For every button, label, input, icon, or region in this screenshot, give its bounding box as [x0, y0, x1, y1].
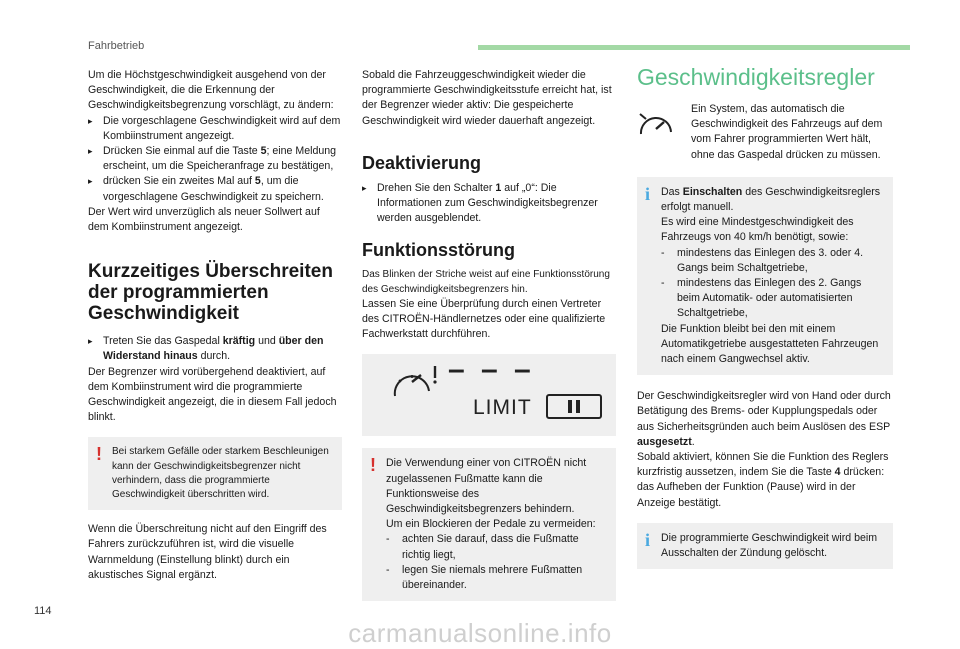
page-number: 114 [34, 605, 52, 617]
list-item: ▸ drücken Sie ein zweites Mal auf 5, um die vorgeschlagene Geschwindigkeit zu speichern. [88, 175, 324, 203]
section-heading: Deaktivierung [362, 152, 482, 173]
section-heading: Kurzzeitiges Überschreiten der programmierten Geschwindigkeit [88, 261, 333, 325]
intro-text: Um die Höchstgeschwindigkeit ausgehend von der Geschwindigkeit, die die Erkennung der Geschwindigkeitsbegrenzung vorschlägt, zu ändern: [88, 69, 334, 112]
body-text: Das Blinken der Striche weist auf eine Funktionsstörung des Geschwindigkeitsbegrenzers hin. [362, 269, 610, 295]
body-text: Lassen Sie eine Überprüfung durch einen Vertreter des CITROËN-Händlernetzes oder eine qualifizierte Fachwerkstatt durchführen. [362, 297, 606, 341]
info-box: i Das Einschalten des Geschwindigkeitsreglers erfolgt manuell. Es wird eine Mindestgeschwindigkeit des Fahrzeugs von 40 km/h benötigt, sowie: - mindestens das Einlegen des 3. oder 4. Gangs beim Schaltgetriebe, - mindestens das Einlegen des 2. Gangs beim Automatik- oder automatisierten Schaltgetriebe, Die Funktion bleibt bei den mit einem Automatikgetriebe ausgestatteten Fahrzeugen nach einem Gangwechsel aktiv. [637, 177, 893, 375]
list-item: ▸ Drücken Sie einmal auf die Taste 5; eine Meldung erscheint, um die Speicheranfrage zu bestätigen, [88, 145, 337, 173]
list-item: - legen Sie niemals mehrere Fußmatten übereinander. [386, 563, 583, 592]
body-text: Wenn die Überschreitung nicht auf den Eingriff des Fahrers zurückzuführen ist, wird die visuelle Warnmeldung (Einstellung blinkt) durch ein akustisches Signal ergänzt. [88, 523, 327, 581]
warning-exclamation-icon: ! [370, 455, 376, 476]
info-i-icon: i [645, 529, 651, 550]
info-i-icon: i [645, 183, 651, 204]
intro-text: Ein System, das automatisch die Geschwindigkeit des Fahrzeugs auf dem vom Fahrer programmierten Wert hält, ohne das Gaspedal drücken zu müssen. [691, 103, 883, 161]
section-heading: Funktionsstörung [362, 240, 515, 261]
arrow-bullet-icon: ▸ [88, 115, 93, 126]
watermark: carmanualsonline.info [348, 618, 612, 648]
list-item: ▸ Drehen Sie den Schalter 1 auf „0“: Die Informationen zum Geschwindigkeitsbegrenzer werden ausgeblendet. [362, 181, 598, 225]
list-item: - mindestens das Einlegen des 3. oder 4. Gangs beim Schaltgetriebe, [661, 246, 864, 274]
body-text: Der Begrenzer wird vorübergehend deaktiviert, auf dem Kombiinstrument wird die programmierte Geschwindigkeit angezeigt, die in diesem Fall jedoch blinkt. [88, 365, 337, 424]
list-item: - mindestens das Einlegen des 2. Gangs beim Automatik- oder automatisierten Schaltgetriebe, [661, 277, 862, 320]
list-item: - achten Sie darauf, dass die Fußmatte richtig liegt, [386, 533, 579, 561]
limiter-display-illustration [362, 354, 616, 436]
arrow-bullet-icon: ▸ [88, 336, 93, 347]
list-item: ▸ Treten Sie das Gaspedal kräftig und über den Widerstand hinaus durch. [88, 335, 324, 363]
body-text: Der Wert wird unverzüglich als neuer Sollwert auf dem Kombiinstrument angezeigt. [88, 205, 320, 234]
blinking-dashes: – – – [448, 353, 535, 387]
info-box: i Die programmierte Geschwindigkeit wird beim Ausschalten der Zündung gelöscht. [637, 523, 893, 569]
cruise-control-icon [637, 110, 677, 142]
section-color-bar [478, 45, 910, 50]
section-header: Fahrbetrieb [88, 40, 145, 52]
column-left [88, 68, 342, 583]
intro-block [637, 102, 893, 163]
pause-button-icon [546, 394, 602, 419]
warning-exclamation-icon: ! [96, 444, 102, 465]
page-title: Geschwindigkeitsregler [637, 64, 875, 90]
warning-box: ! Bei starkem Gefälle oder starkem Beschleunigen kann der Geschwindigkeitsbegrenzer nicht verhindern, dass die programmierte Geschwindigkeit überschritten wird. [88, 437, 342, 510]
warning-box: ! Die Verwendung einer von CITROËN nicht zugelassenen Fußmatte kann die Funktionsweise des Geschwindigkeitsbegrenzers behindern. Um ein Blockieren der Pedale zu vermeiden: - achten Sie darauf, dass die Fußmatte richtig liegt, - legen Sie niemals mehrere Fußmatten übereinander. [362, 448, 616, 601]
limit-label: LIMIT [473, 396, 532, 420]
arrow-bullet-icon: ▸ [88, 176, 93, 187]
body-text: Sobald die Fahrzeuggeschwindigkeit wieder die programmierte Geschwindigkeitsstufe erreicht hat, ist der Begrenzer wieder aktiv: Die gespeicherte Geschwindigkeit wird wieder dauerhaft angezeigt. [362, 69, 612, 127]
body-text: Sobald aktiviert, können Sie die Funktion des Reglers kurzfristig aussetzen, indem Sie die Taste 4 drücken: das Aufheben der Funktion (Pause) wird in der Anzeige bestätigt. [637, 451, 889, 509]
body-text: Der Geschwindigkeitsregler wird von Hand oder durch Betätigung des Brems- oder Kupplungspedals oder aus Sicherheitsgründen auch beim Auslösen des ESP ausgesetzt. [637, 390, 891, 448]
arrow-bullet-icon: ▸ [88, 146, 93, 157]
column-middle [362, 68, 616, 601]
arrow-bullet-icon: ▸ [362, 182, 367, 193]
list-item: ▸ Die vorgeschlagene Geschwindigkeit wird auf dem Kombiinstrument angezeigt. [88, 114, 341, 142]
column-right [637, 64, 893, 569]
